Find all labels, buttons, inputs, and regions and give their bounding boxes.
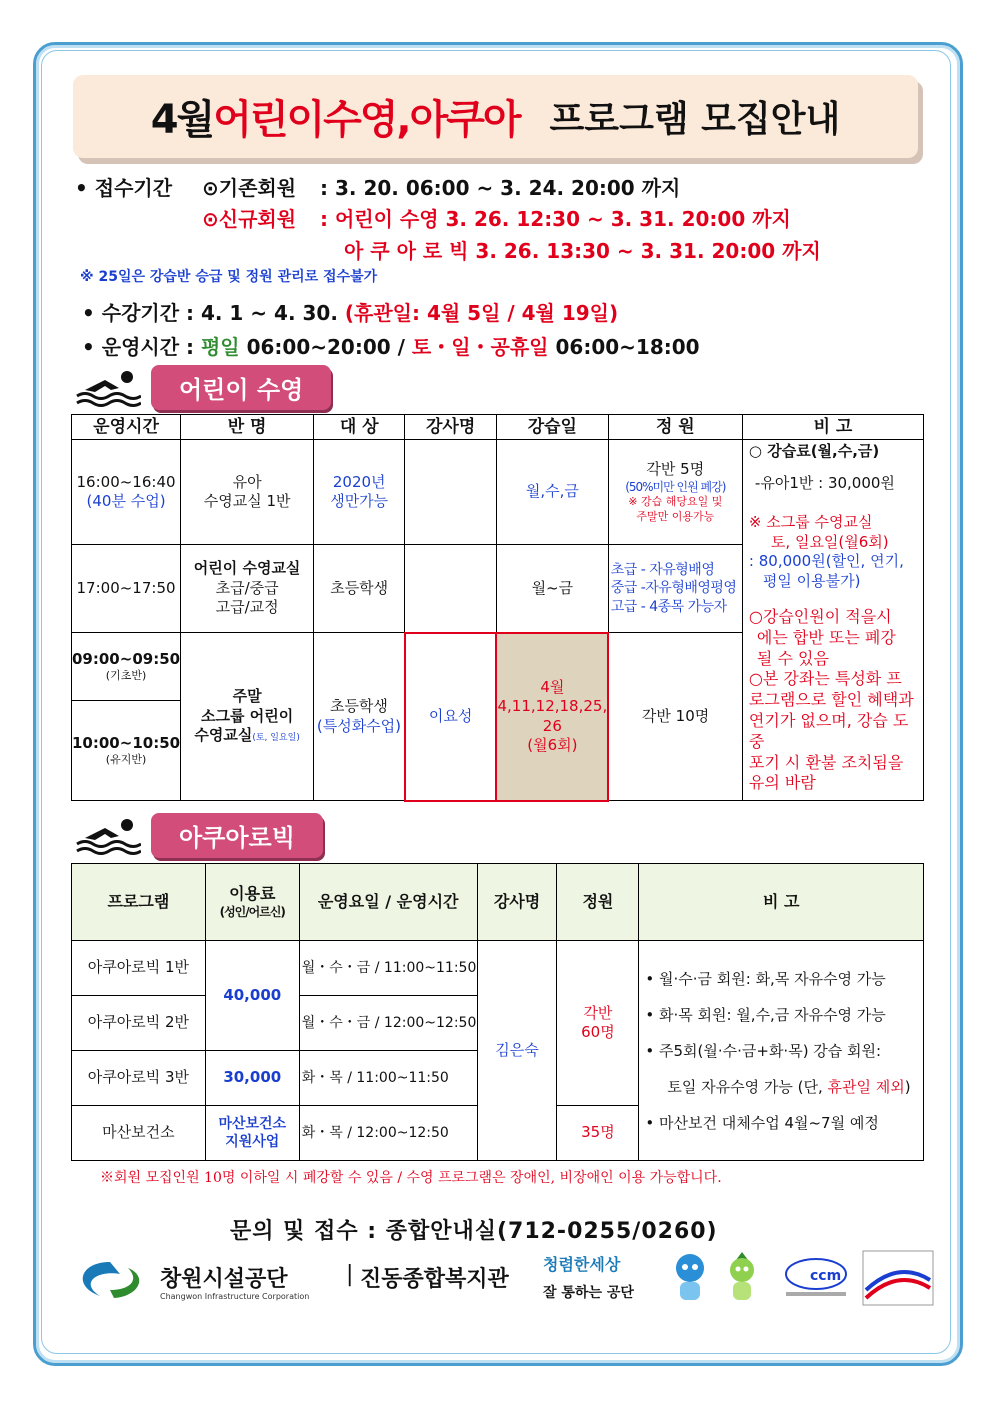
aqua-row2-schedule: 월・수・금 / 12:00~12:50 xyxy=(299,996,477,1051)
row3-capacity: 각반 10명 xyxy=(608,633,742,801)
slogan-bottom: 잘 통하는 공단 xyxy=(543,1285,634,1301)
col-class: 반 명 xyxy=(181,415,314,440)
swimmer-icon xyxy=(75,368,141,408)
reg-note: ※ 25일은 강습반 승급 및 정원 관리로 접수불가 xyxy=(80,269,378,285)
kids-section-title: 어린이 수영 xyxy=(151,365,331,410)
logo-separator: | xyxy=(346,1262,354,1287)
aqua-row2-program: 아쿠아로빅 2반 xyxy=(72,996,206,1051)
mascot-blue-icon xyxy=(670,1250,710,1306)
col-capacity: 정 원 xyxy=(608,415,742,440)
row2-teacher xyxy=(405,545,497,633)
changwon-logo-icon xyxy=(70,1256,150,1304)
existing-label: ⊙기존회원 xyxy=(202,176,297,200)
row1-teacher xyxy=(405,440,497,545)
col-target: 대 상 xyxy=(314,415,405,440)
mascot-green-icon xyxy=(722,1250,762,1306)
new-label: ⊙신규회원 xyxy=(202,207,297,231)
contact-info: 문의 및 접수 : 종합안내실(712-0255/0260) xyxy=(230,1219,718,1244)
weekday-label: 평일 xyxy=(200,335,240,359)
kids-section-header xyxy=(75,365,331,410)
swimmer-icon xyxy=(75,816,141,856)
period-holiday: (휴관일: 4월 5일 / 4월 19일) xyxy=(344,301,619,325)
row3-days: 4월 4,11,12,18,25, 26 (월6회) xyxy=(496,633,608,801)
row1-class: 유아 수영교실 1반 xyxy=(181,440,314,545)
row3-time2: 10:00~10:50 (유지반) xyxy=(72,701,181,801)
footnote: ※회원 모집인원 10명 이하일 시 폐강할 수 있음 / 수영 프로그램은 장애인, 비장애인 이용 가능합니다. xyxy=(100,1170,722,1186)
row3-class: 주말 소그룹 어린이 수영교실(토, 일요일) xyxy=(181,633,314,801)
existing-value: : 3. 20. 06:00 ~ 3. 24. 20:00 까지 xyxy=(320,176,681,200)
row3-time1: 09:00~09:50 (기초반) xyxy=(72,633,181,701)
row3-target: 초등학생 (특성화수업) xyxy=(314,633,405,801)
col-remark: 비 고 xyxy=(742,415,923,440)
weekday-hours: 06:00~20:00 / xyxy=(246,335,405,359)
row1-time: 16:00~16:40 (40분 수업) xyxy=(72,440,181,545)
title-month: 4월 xyxy=(150,97,214,143)
row2-time: 17:00~17:50 xyxy=(72,545,181,633)
new-value-swim: : 어린이 수영 3. 26. 12:30 ~ 3. 31. 20:00 까지 xyxy=(320,207,791,231)
col-capacity: 정원 xyxy=(557,864,639,941)
weekend-label: 토・일・공휴일 xyxy=(411,335,549,359)
aqua-row3-program: 아쿠아로빅 3반 xyxy=(72,1051,206,1106)
aqua-section-header xyxy=(75,813,323,858)
aqua-section-title: 아쿠아로빅 xyxy=(151,813,323,858)
row3-teacher: 이요성 xyxy=(405,633,497,801)
aqua-fee-c: 마산보건소 지원사업 xyxy=(205,1106,299,1161)
new-value-aqua: 아 쿠 아 로 빅 3. 26. 13:30 ~ 3. 31. 20:00 까지 xyxy=(344,239,821,263)
col-days: 강습일 xyxy=(496,415,608,440)
aqua-row3-schedule: 화・목 / 11:00~11:50 xyxy=(299,1051,477,1106)
row2-class: 어린이 수영교실 초급/중급 고급/교정 xyxy=(181,545,314,633)
certification-mark-icon xyxy=(862,1250,934,1306)
col-remark: 비 고 xyxy=(639,864,924,941)
title-programs: 어린이수영,아쿠아 xyxy=(213,97,520,143)
table-row xyxy=(72,941,924,996)
table-row xyxy=(72,440,924,545)
org-name: 창원시설공단 xyxy=(160,1267,288,1292)
aqua-cap-a: 각반 60명 xyxy=(557,941,639,1106)
period-label: • 수강기간 : 4. 1 ~ 4. 30. xyxy=(82,301,338,325)
aqua-teacher: 김은숙 xyxy=(477,941,557,1161)
aqua-row4-program: 마산보건소 xyxy=(72,1106,206,1161)
col-teacher: 강사명 xyxy=(405,415,497,440)
org-name-en: Changwon Infrastructure Corporation xyxy=(160,1292,310,1301)
aqua-remarks: • 월·수·금 회원: 화,목 자유수영 가능 • 화·목 회원: 월,수,금 자유수영 가능 • 주5회(월·수·금+화·목) 강습 회원: 토일 자유수영 가능 (단, 휴관일 제외) • 마산보건 대체수업 4월~7월 예정 xyxy=(639,941,924,1161)
col-schedule: 운영요일 / 운영시간 xyxy=(299,864,477,941)
kids-remarks: ○ 강습료(월,수,금) -유아1반 : 30,000원 ※ 소그룹 수영교실 토, 일요일(월6회) : 80,000원(할인, 연기, 평일 이용불가) ○강습인원이 적을시 에는 합반 또는 폐강 될 수 있음 ○본 강좌는 특성화 프 로그램으로 할인 혜택과 연기가 없으며, 강습 도중 포기 시 환불 조치됨을 유의 바람 xyxy=(742,440,923,801)
aqua-row4-schedule: 화・목 / 12:00~12:50 xyxy=(299,1106,477,1161)
aqua-table xyxy=(71,863,924,1161)
row1-days: 월,수,금 xyxy=(496,440,608,545)
row1-capacity: 각반 5명 (50%미만 인원 폐강) ※ 강습 해당요일 및 주말만 이용가능 xyxy=(608,440,742,545)
weekend-hours: 06:00~18:00 xyxy=(555,335,700,359)
page-title xyxy=(73,75,918,158)
col-fee: 이용료 (성인/어르신) xyxy=(205,864,299,941)
aqua-header-row xyxy=(72,864,924,941)
col-time: 운영시간 xyxy=(72,415,181,440)
row1-target: 2020년 생만가능 xyxy=(314,440,405,545)
reg-label: • 접수기간 xyxy=(75,176,173,200)
aqua-row1-schedule: 월・수・금 / 11:00~11:50 xyxy=(299,941,477,996)
kids-table xyxy=(71,414,924,802)
aqua-fee-a: 40,000 xyxy=(205,941,299,1051)
row2-capacity: 초급 - 자유형배영 중급 -자유형배영평영 고급 - 4종목 가능자 xyxy=(608,545,742,633)
col-teacher: 강사명 xyxy=(477,864,557,941)
kids-header-row xyxy=(72,415,924,440)
title-recruit: 프로그램 모집안내 xyxy=(549,99,841,140)
row2-target: 초등학생 xyxy=(314,545,405,633)
center-name: 진동종합복지관 xyxy=(360,1267,509,1292)
ccm-text: ccm xyxy=(810,1268,842,1284)
aqua-cap-b: 35명 xyxy=(557,1106,639,1161)
aqua-row1-program: 아쿠아로빅 1반 xyxy=(72,941,206,996)
aqua-fee-b: 30,000 xyxy=(205,1051,299,1106)
hours-label: • 운영시간 : xyxy=(82,335,194,359)
row2-days: 월~금 xyxy=(496,545,608,633)
col-program: 프로그램 xyxy=(72,864,206,941)
slogan-top: 청렴한세상 xyxy=(543,1255,621,1274)
